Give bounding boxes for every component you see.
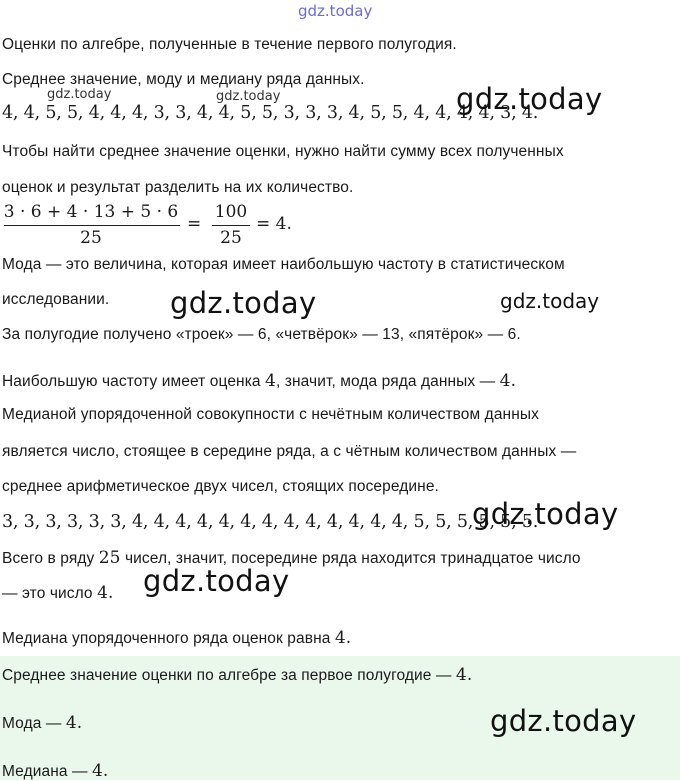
text-line: За полугодие получено «троек» — 6, «четвёрок» — 13, «пятёрок» — 6. [2, 326, 521, 343]
text-segment: чисел, значит, посередине ряда находится тринадцатое число [120, 550, 581, 567]
text-segment: Всего в ряду [2, 550, 99, 567]
watermark: gdz.today [143, 564, 290, 598]
watermark-small: gdz.today [216, 89, 281, 104]
text-segment: Медиана упорядоченного ряда оценок равна [2, 630, 335, 647]
answer-median [2, 761, 108, 781]
math-value: 4. [65, 713, 83, 733]
text-segment: Среднее значение оценки по алгебре за первое полугодие — [2, 667, 456, 684]
watermark: gdz.today [490, 704, 637, 738]
text-line: оценок и результат разделить на их количество. [2, 179, 354, 196]
text-line [2, 628, 351, 648]
math-value: 4. [455, 665, 473, 685]
math-value: 4. [97, 583, 114, 603]
fraction-bar [4, 225, 180, 226]
answer-mean [2, 665, 472, 685]
math-value: 4. [499, 371, 517, 391]
fraction-bar [212, 225, 250, 226]
text-segment: Мода — [2, 715, 66, 732]
watermark: gdz.today [500, 289, 600, 313]
text-line: Мода — это величина, которая имеет наибольшую частоту в статистическом [2, 256, 565, 273]
watermark-top: gdz.today [298, 2, 373, 20]
fraction-numerator: 100 [214, 202, 248, 222]
watermark-small: gdz.today [47, 87, 112, 102]
math-value: 25 [98, 548, 121, 568]
math-value: 4 [265, 371, 276, 391]
text-segment: , значит, мода ряда данных — [275, 373, 500, 390]
text-segment: — это число [2, 585, 98, 602]
formula-result: = 4. [256, 214, 292, 234]
watermark: gdz.today [170, 286, 317, 320]
fraction-denominator: 25 [80, 228, 102, 248]
text-line: Медианой упорядоченной совокупности с нечётным количеством данных [2, 406, 539, 423]
sorted-series: 3, 3, 3, 3, 3, 3, 4, 4, 4, 4, 4, 4, 4, 4, 4, 4, 4, 4, 4, 5, 5, 5, 5, 5, 5. [2, 512, 539, 532]
text-line [2, 371, 516, 391]
text-line: исследовании. [2, 291, 110, 308]
math-value: 4. [91, 761, 109, 781]
text-line: является число, стоящее в середине ряда, а с чётным количеством данных — [2, 443, 577, 460]
task-question: Среднее значение, моду и медиану ряда данных. [2, 71, 365, 88]
text-line: среднее арифметическое двух чисел, стоящих посередине. [2, 478, 439, 495]
equals-sign: = [187, 214, 202, 234]
text-line [2, 548, 581, 568]
watermark: gdz.today [472, 497, 619, 531]
fraction-denominator: 25 [220, 228, 242, 248]
math-value: 4. [334, 628, 352, 648]
text-segment: Наибольшую частоту имеет оценка [2, 373, 266, 390]
text-line: Чтобы найти среднее значение оценки, нужно найти сумму всех полученных [2, 143, 564, 160]
fraction-numerator: 3 · 6 + 4 · 13 + 5 · 6 [3, 202, 179, 222]
text-segment: Медиана — [2, 763, 92, 780]
task-condition: Оценки по алгебре, полученные в течение первого полугодия. [2, 36, 457, 53]
watermark: gdz.today [456, 82, 603, 116]
answer-mode [2, 713, 82, 733]
text-line [2, 583, 113, 603]
data-series: 4, 4, 5, 5, 4, 4, 4, 3, 3, 4, 4, 5, 5, 3, 3, 3, 4, 5, 5, 4, 4, 4, 4, 3, 4. [2, 103, 539, 123]
